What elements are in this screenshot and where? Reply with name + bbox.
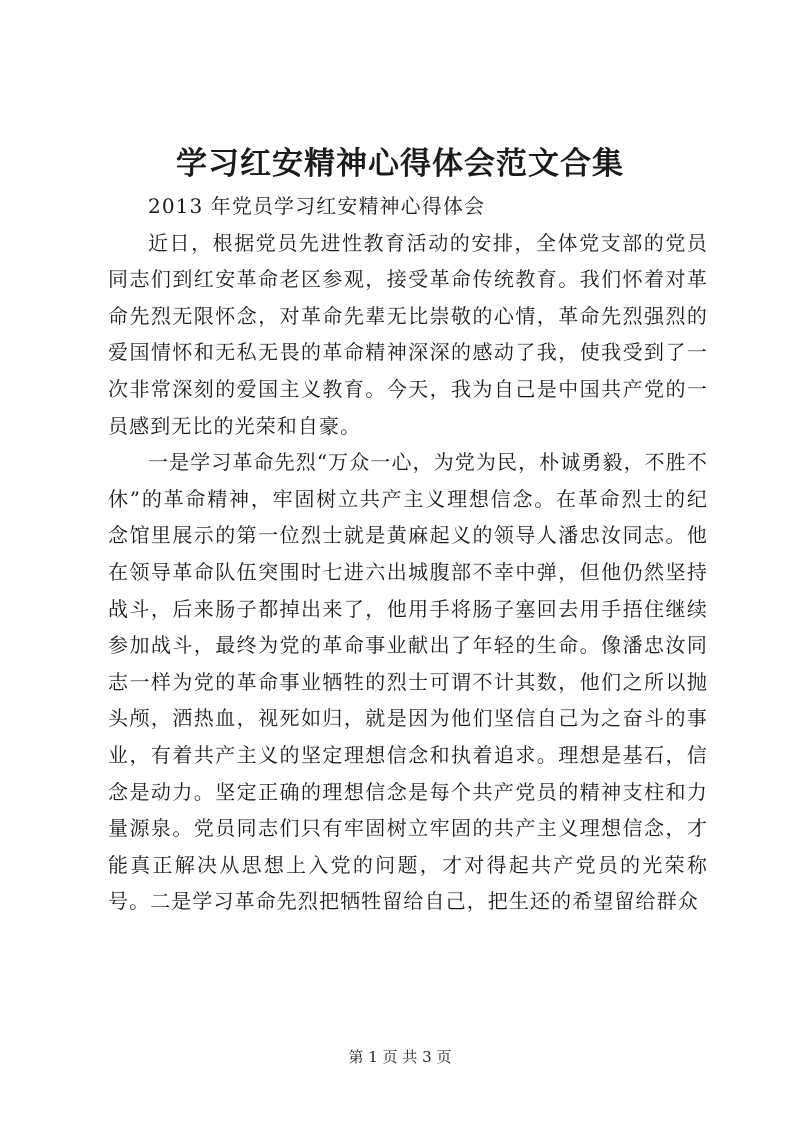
body-paragraph-2: 一是学习革命先烈“万众一心，为党为民，朴诚勇毅，不胜不休”的革命精神，牢固树立共产主义理想信念。在革命烈士的纪念馆里展示的第一位烈士就是黄麻起义的领导人潘忠汝同志。他在领导革命队伍突围时七进六出城腹部不幸中弹，但他仍然坚持战斗，后来肠子都掉出来了，他用手将肠子塞回去用手捂住继续参加战斗，最终为党的革命事业献出了年轻的生命。像潘忠汝同志一样为党的革命事业牺牲的烈士可谓不计其数，他们之所以抛头颅，洒热血，视死如归，就是因为他们坚信自己为之奋斗的事业，有着共产主义的坚定理想信念和执着追求。理想是基石，信念是动力。坚定正确的理想信念是每个共产党员的精神支柱和力量源泉。党员同志们只有牢固树立牢固的共产主义理想信念，才能真正解决从思想上入党的问题，才对得起共产党员的光荣称号。二是学习革命先烈把牺牲留给自己，把生还的希望留给群众 (108, 450, 708, 914)
body-paragraph-1: 近日，根据党员先进性教育活动的安排，全体党支部的党员同志们到红安革命老区参观，接受革命传统教育。我们怀着对革命先烈无限怀念，对革命先辈无比崇敬的心情，革命先烈强烈的爱国情怀和无私无畏的革命精神深深的感动了我，使我受到了一次非常深刻的爱国主义教育。今天，我为自己是中国共产党的一员感到无比的光荣和自豪。 (108, 230, 708, 438)
document-body (108, 188, 708, 920)
page-number-footer: 第 1 页 共 3 页 (348, 1048, 452, 1066)
document-subheading: 2013 年党员学习红安精神心得体会 (148, 194, 486, 218)
document-title: 学习红安精神心得体会范文合集 (176, 146, 624, 182)
